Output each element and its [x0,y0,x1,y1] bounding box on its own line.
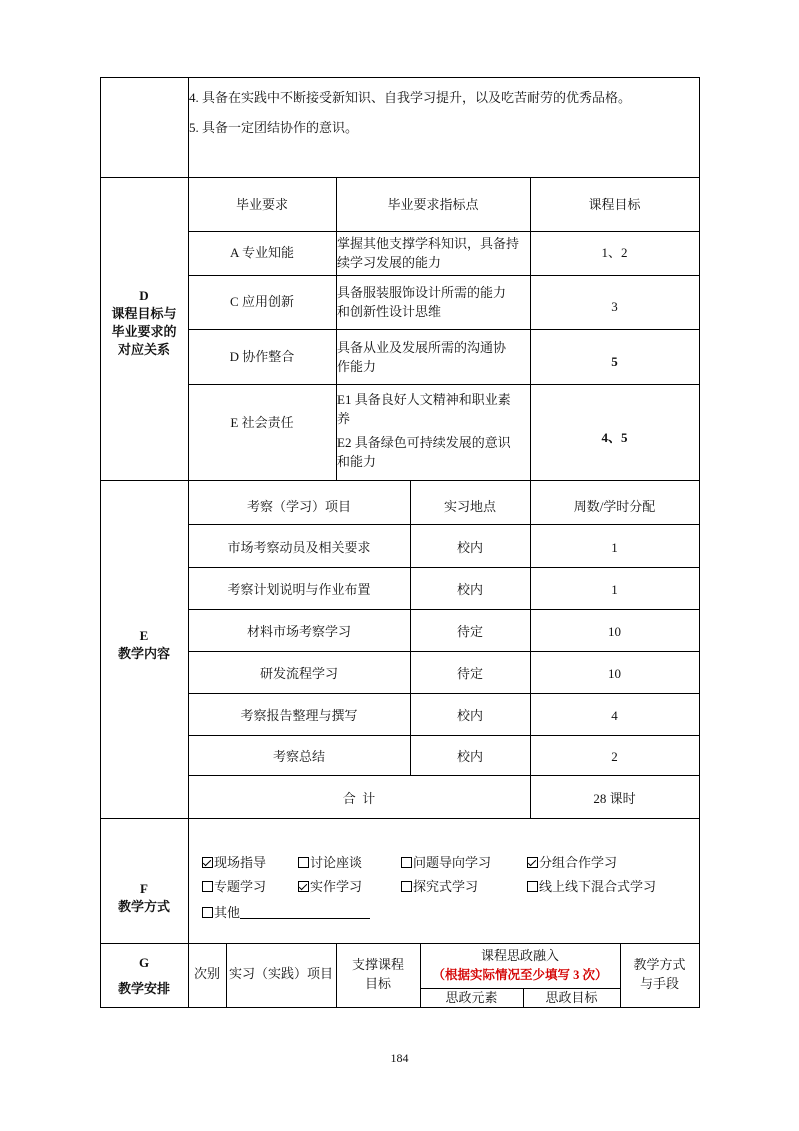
e-col-divider-2 [530,480,531,818]
checkbox-empty-icon[interactable] [202,907,213,918]
d-point-a-1: 掌握其他支撑学科知识，具备持 [337,236,520,251]
method-label: 分组合作学习 [539,855,618,870]
checkbox-empty-icon[interactable] [401,881,412,892]
goal-item-4: 4. 具备在实践中不断接受新知识、自我学习提升，以及吃苦耐劳的优秀品格。 [189,90,632,105]
e-row-3-project: 材料市场考察学习 [246,624,351,639]
section-g-label [100,950,188,1002]
g-header-support-2: 目标 [364,976,391,991]
d-row-divider [188,275,699,276]
g-header-project: 实习（实践）项目 [228,966,333,981]
other-fill-line[interactable] [240,906,370,919]
page-number: 184 [390,1051,409,1065]
g-header-seq: 次别 [193,966,220,981]
section-f-title: 教学方式 [117,899,170,914]
g-header-ideology-note: （根据实际情况至少填写 3 次） [432,968,608,982]
table-bottom-border [100,1007,700,1008]
d-point-e-3: E2 具备绿色可持续发展的意识 [337,435,511,450]
method-label: 线上线下混合式学习 [539,879,657,894]
method-problem-oriented[interactable] [401,855,491,871]
method-other[interactable] [202,905,370,921]
d-point-c-2: 和创新性设计思维 [337,304,442,319]
section-f-label [100,880,188,916]
d-row-divider [188,231,699,232]
checkbox-empty-icon[interactable] [527,881,538,892]
e-row-6-hours: 2 [611,749,618,764]
d-point-c-1: 具备服装服饰设计所需的能力 [337,285,507,300]
d-goal-c: 3 [611,299,618,314]
d-req-e: E 社会责任 [230,415,294,430]
e-row-divider [188,651,699,652]
section-e-label [100,627,188,663]
e-row-4-project: 研发流程学习 [259,666,338,681]
d-point-a-2: 续学习发展的能力 [337,255,442,270]
d-row-divider [188,329,699,330]
method-topic-study[interactable] [202,879,266,895]
method-label: 现场指导 [214,855,267,870]
method-label: 专题学习 [214,879,267,894]
method-practical-study[interactable] [298,879,362,895]
table-left-border [100,77,101,1008]
section-d-label [100,287,188,359]
method-label: 讨论座谈 [310,855,363,870]
e-row-divider [188,524,699,525]
section-divider-g [100,943,700,944]
section-e-title: 教学内容 [117,646,170,661]
e-row-6-project: 考察总结 [272,749,325,764]
d-req-a: A 专业知能 [230,245,294,260]
method-inquiry[interactable] [401,879,478,895]
d-header-goal: 课程目标 [588,197,641,212]
table-right-border [699,77,700,1008]
g-header-method-2: 与手段 [639,976,679,991]
e-row-1-location: 校内 [456,540,483,555]
e-total-value: 28 课时 [593,791,636,806]
d-point-e-1: E1 具备良好人文精神和职业素 [337,392,511,407]
e-row-1-hours: 1 [611,540,618,555]
d-header-requirement: 毕业要求 [235,197,288,212]
method-blended[interactable] [527,879,656,895]
e-row-5-project: 考察报告整理与撰写 [240,708,358,723]
e-row-2-location: 校内 [456,582,483,597]
g-header-elements: 思政元素 [445,990,498,1005]
goal-item-5: 5. 具备一定团结协作的意识。 [189,120,359,135]
e-row-5-hours: 4 [611,708,618,723]
e-row-5-location: 校内 [456,708,483,723]
d-goal-a: 1、2 [601,245,628,260]
checkbox-checked-icon[interactable] [202,857,213,868]
g-header-ideology: 课程思政融入 [480,948,559,963]
d-goal-e: 4、5 [601,430,628,445]
d-header-indicator: 毕业要求指标点 [387,197,479,212]
d-row-divider [188,384,699,385]
d-point-d-2: 作能力 [337,359,377,374]
section-d-code: D [139,288,149,303]
e-row-divider [188,735,699,736]
method-label: 其他 [214,905,241,920]
d-goal-d: 5 [611,354,618,369]
g-sub-header-divider [420,988,620,989]
table-top-border [100,77,700,78]
method-label: 探究式学习 [413,879,479,894]
method-label: 实作学习 [310,879,363,894]
e-row-6-location: 校内 [456,749,483,764]
g-header-goals: 思政目标 [545,990,598,1005]
method-label: 问题导向学习 [413,855,492,870]
g-header-support-1: 支撑课程 [351,957,404,972]
e-row-divider [188,609,699,610]
checkbox-empty-icon[interactable] [298,857,309,868]
d-req-c: C 应用创新 [230,294,294,309]
e-header-project: 考察（学习）项目 [246,499,351,514]
e-row-4-location: 待定 [456,666,483,681]
e-row-3-location: 待定 [456,624,483,639]
d-point-e-4: 和能力 [337,454,377,469]
section-d-title-line3: 对应关系 [117,342,170,357]
d-point-e-2: 养 [337,411,351,426]
method-group-cooperation[interactable] [527,855,617,871]
e-row-2-project: 考察计划说明与作业布置 [227,582,371,597]
method-discussion[interactable] [298,855,362,871]
e-row-1-project: 市场考察动员及相关要求 [227,540,371,555]
section-g-code: G [138,955,150,970]
g-header-method-1: 教学方式 [633,957,686,972]
checkbox-empty-icon[interactable] [202,881,213,892]
section-divider-f [100,818,700,819]
section-divider-d [100,177,700,178]
e-row-4-hours: 10 [608,666,621,681]
section-divider-e [100,480,700,481]
e-row-divider [188,693,699,694]
method-onsite-guidance[interactable] [202,855,266,871]
e-row-2-hours: 1 [611,582,618,597]
e-row-divider [188,567,699,568]
section-d-title-line1: 课程目标与 [111,306,177,321]
section-d-title-line2: 毕业要求的 [111,324,177,339]
checkbox-empty-icon[interactable] [401,857,412,868]
e-row-divider [188,775,699,776]
d-req-d: D 协作整合 [229,349,295,364]
e-row-3-hours: 10 [608,624,621,639]
e-header-location: 实习地点 [443,499,496,514]
section-g-title: 教学安排 [117,981,170,996]
checkbox-checked-icon[interactable] [527,857,538,868]
section-e-code: E [139,628,149,643]
checkbox-checked-icon[interactable] [298,881,309,892]
e-total-label: 合 计 [342,791,376,806]
section-f-code: F [140,881,148,896]
d-point-d-1: 具备从业及发展所需的沟通协 [337,340,507,355]
e-header-hours: 周数/学时分配 [573,499,656,514]
